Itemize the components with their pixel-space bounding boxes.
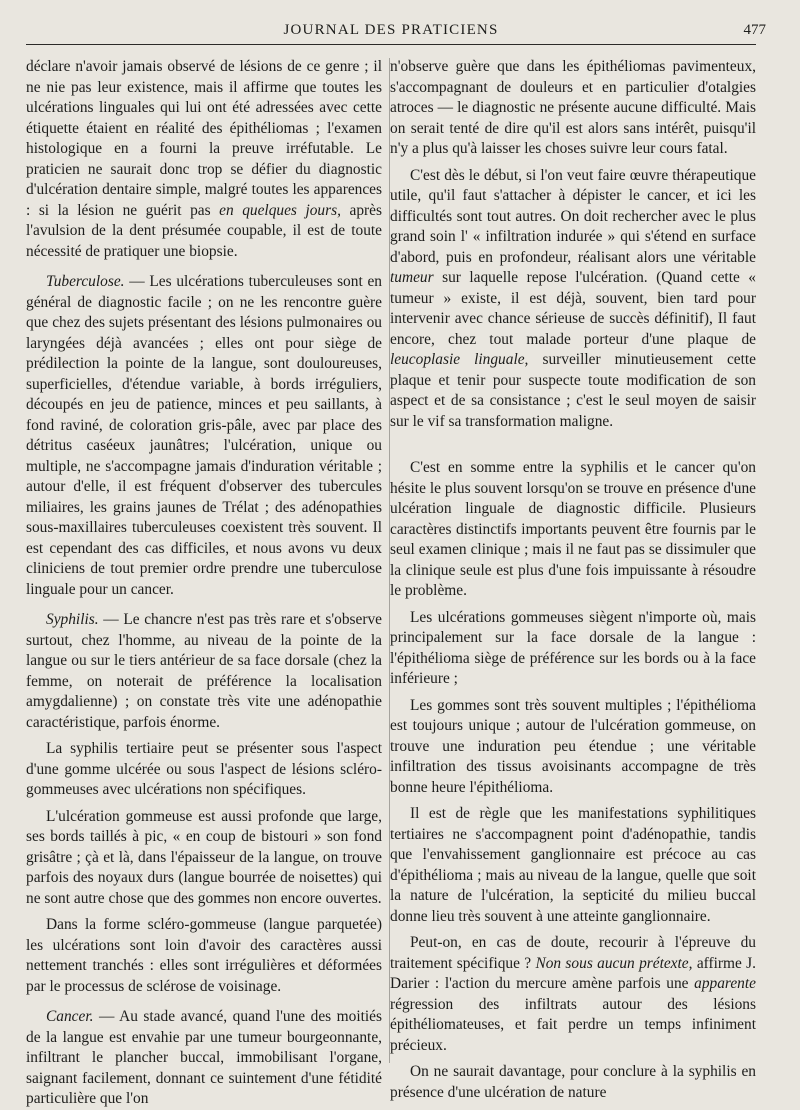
right-column xyxy=(390,57,756,1110)
section-heading-syphilis: Syphilis. xyxy=(46,611,99,628)
section-heading-cancer: Cancer. xyxy=(46,1008,94,1025)
page-number: 477 xyxy=(743,22,766,38)
paragraph-syphilis-cancer: C'est en somme entre la syphilis et le cancer qu'on hésite le plus souvent lorsqu'on se trouve en présence d'une ulcération linguale de diagnostic difficile. Plusieurs caractères distinctifs importants peuvent être fournis par le seul examen clinique ; mais il ne faut pas se dissimuler que la clinique seule est plus d'une fois impuissante à résoudre le problème. xyxy=(390,459,756,599)
text-columns xyxy=(26,57,756,1110)
paragraph-gommes-multiples: Les gommes sont très souvent multiples ; l'épithélioma est toujours unique ; autour de l'ulcération gommeuse, on trouve une induration peu étendue ; une véritable infiltration des tissus avoisinants accompagne de très bonne heure l'épithélioma. xyxy=(390,696,756,796)
paragraph-sclero-gommeuse: Dans la forme scléro-gommeuse (langue parquetée) les ulcérations sont loin d'avoir des caractères aussi nettement tranchés : elles sont irrégulières et déformées par le processus de sclérose de voisinage. xyxy=(26,916,382,995)
section-heading-tuberculose: Tuberculose. xyxy=(46,273,125,290)
paragraph-ulceration-gommeuse: L'ulcération gommeuse est aussi profonde que large, ses bords taillés à pic, « en coup de bistouri » son fond grisâtre ; çà et là, dans l'épaisseur de la langue, on trouve parfois des noyaux durs (langue bourrée de noisettes) qui ne sont autre chose que des gommes non encore ouvertes. xyxy=(26,807,382,907)
paragraph-siege-ulcerations: Les ulcérations gommeuses siègent n'importe où, mais principalement sur la face dorsale de la langue : l'épithélioma siège de préférence sur les bords ou à la face inférieure ; xyxy=(390,608,756,687)
section-syphilis: Syphilis. — Le chancre n'est pas très rare et s'observe surtout, chez l'homme, au niveau de la pointe de la langue ou sur le tiers antérieur de sa face dorsale (chez la femme, on noterait de préférence la localisation amygdalienne) ; on constate très vite une adénopathie caractéristique, parfois énorme. xyxy=(26,611,382,731)
paragraph-depistage-cancer: C'est dès le début, si l'on veut faire œuvre thérapeutique utile, qu'il faut s'attacher à dépister le cancer, et ici les difficultés sont tout autres. On doit rechercher avec le plus grand soin l' « infiltration indurée » qui s'étend en surface d'abord, puis en profondeur, réalisant alors une véritable tumeur sur laquelle repose l'ulcération. (Quand cette « tumeur » existe, il est déjà, souvent, bien tard pour intervenir avec chance sérieuse de succès définitif), Il faut encore, chez tout malade porteur d'une plaque de leucoplasie linguale, surveiller minutieusement cette plaque et tenir pour suspecte toute modification de son aspect et de sa consistance ; c'est le seul moyen de saisir sur le vif sa transformation maligne. xyxy=(390,166,756,430)
left-column xyxy=(26,57,382,1110)
paragraph-conclusion: On ne saurait davantage, pour conclure à la syphilis en présence d'une ulcération de nature xyxy=(390,1063,756,1101)
paragraph-adenopathie: Il est de règle que les manifestations syphilitiques tertiaires ne s'accompagnent point d'adénopathie, tandis que l'envahissement ganglionnaire est précoce au cas d'épithélioma ; mais au niveau de la langue, quelle que soit la nature de l'ulcération, la septicité du milieu buccal donne lieu très souvent à une atteinte ganglionnaire. xyxy=(390,805,756,925)
paragraph-dental-ulceration: déclare n'avoir jamais observé de lésions de ce genre ; il ne nie pas leur existence, mais il affirme que toutes les ulcérations linguales qui lui ont été adressées avec cette étiquette étaient en réalité des épithéliomas ; l'examen histologique en a fourni la preuve irréfutable. Le praticien ne saurait donc trop se défier du diagnostic d'ulcération dentaire simple, malgré toutes les apparences : si la lésion ne guérit pas en quelques jours, après l'avulsion de la dent présumée coupable, il est de toute nécessité de pratiquer une biopsie. xyxy=(26,58,382,260)
section-tuberculose: Tuberculose. — Les ulcérations tuberculeuses sont en général de diagnostic facile ; on ne les rencontre guère que chez des sujets présentant des lésions pulmonaires ou laryngées déjà avancées ; elles ont pour siège de prédilection la pointe de la langue, sont douloureuses, superficielles, d'étendue variable, à bords irréguliers, découpés en jeu de patience, minces et peu saillants, à fond raviné, de coloration gris-pâle, avec par place des détritus caséeux jaunâtres; l'ulcération, unique ou multiple, ne s'accompagne jamais d'induration véritable ; autour d'elle, il est fréquent d'observer des tubercules miliaires, les grains jaunes de Trélat ; des adénopathies sous-maxillaires tuberculeuses coexistent très souvent. Il est cependant des cas difficiles, et nous avons vu deux cliniciens de tout premier ordre prendre une tuberculose linguale pour un cancer. xyxy=(26,273,382,598)
running-head xyxy=(26,22,766,45)
paragraph-syphilis-tertiaire: La syphilis tertiaire peut se présenter sous l'aspect d'une gomme ulcérée ou sous l'aspect de lésions scléro-gommeuses avec ulcérations non spécifiques. xyxy=(26,740,382,798)
paragraph-epitheliomas: n'observe guère que dans les épithéliomas pavimenteux, s'accompagnant de douleurs et en particulier d'otalgies atroces — le diagnostic ne présente aucune difficulté. Mais on serait tenté de dire qu'il est alors sans intérêt, puisqu'il n'y a plus qu'à laisser les choses suivre leur cours fatal. xyxy=(390,58,756,157)
section-cancer: Cancer. — Au stade avancé, quand l'une des moitiés de la langue est envahie par une tumeur bourgeonnante, infiltrant le plancher buccal, immobilisant l'organe, saignant facilement, donnant ce suintement d'une fétidité particulière que l'on xyxy=(26,1008,382,1107)
paragraph-traitement-specifique: Peut-on, en cas de doute, recourir à l'épreuve du traitement spécifique ? Non sous aucun prétexte, affirme J. Darier : l'action du mercure amène parfois une apparente régression des infiltrats autour des lésions épithéliomateuses, et fait perdre un temps infiniment précieux. xyxy=(390,934,756,1054)
column-divider xyxy=(389,58,390,1063)
journal-title: JOURNAL DES PRATICIENS xyxy=(283,22,499,38)
